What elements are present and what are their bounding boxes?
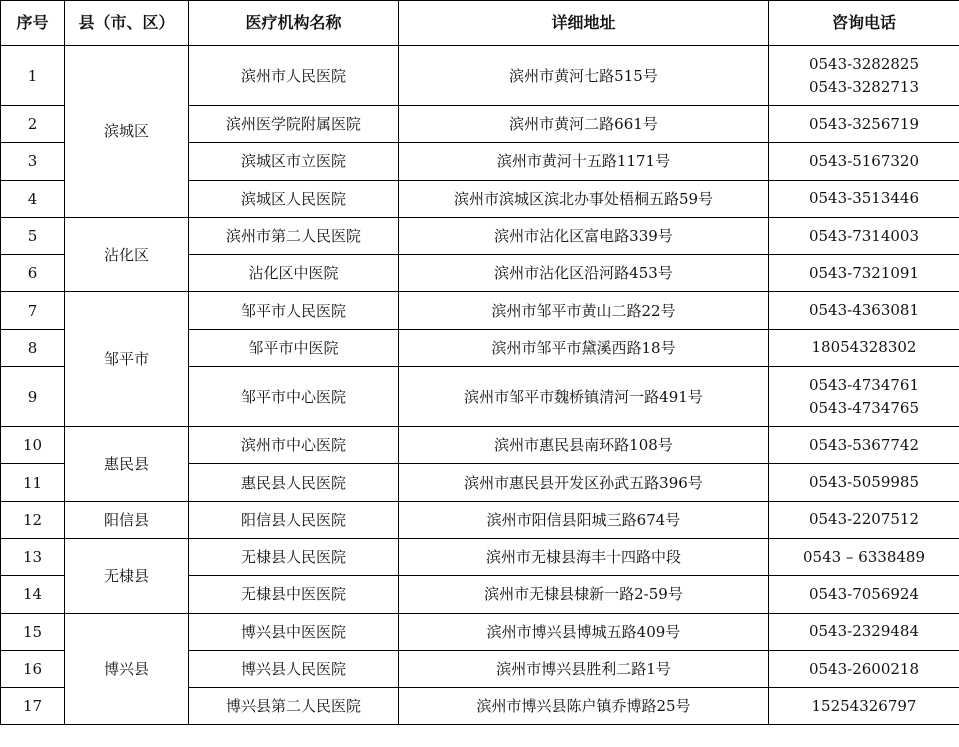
phone-cell: [769, 576, 959, 613]
hospital-name: 惠民县人民医院: [189, 464, 399, 501]
hospital-name: 无棣县人民医院: [189, 538, 399, 575]
table-row: [1, 501, 959, 538]
phone-number: 0543-3513446: [808, 189, 920, 208]
hospital-name: 邹平市人民医院: [189, 292, 399, 329]
hospital-address: 滨州市滨城区滨北办事处梧桐五路59号: [399, 180, 769, 217]
phone-cell: [769, 538, 959, 575]
header-name: 医疗机构名称: [189, 1, 399, 46]
hospital-address: 滨州市沾化区富电路339号: [399, 217, 769, 254]
phone-number: 0543-2207512: [808, 510, 920, 529]
district-cell: 博兴县: [65, 613, 189, 725]
table-row: [1, 538, 959, 575]
row-number: 15: [1, 613, 65, 650]
phone-number: 0543-5059985: [808, 473, 920, 492]
header-no: 序号: [1, 1, 65, 46]
hospital-address: 滨州市博兴县陈户镇乔博路25号: [399, 688, 769, 725]
phone-cell: [769, 292, 959, 329]
hospital-name: 邹平市中医院: [189, 329, 399, 366]
row-number: 14: [1, 576, 65, 613]
phone-number: 0543-7314003: [808, 226, 920, 245]
header-phone: 咨询电话: [769, 1, 959, 46]
phone-cell: [769, 106, 959, 143]
table-row: [1, 292, 959, 329]
phone-number: 0543-3282825: [808, 54, 920, 73]
phone-number: 0543-2329484: [808, 622, 920, 641]
row-number: 4: [1, 180, 65, 217]
phone-cell: [769, 613, 959, 650]
phone-cell: [769, 367, 959, 427]
hospital-name: 博兴县中医医院: [189, 613, 399, 650]
table-row: [1, 46, 959, 106]
hospital-address: 滨州市黄河七路515号: [399, 46, 769, 106]
hospital-name: 沾化区中医院: [189, 255, 399, 292]
hospital-address: 滨州市惠民县南环路108号: [399, 427, 769, 464]
hospital-address: 滨州市邹平市黛溪西路18号: [399, 329, 769, 366]
header-address: 详细地址: [399, 1, 769, 46]
phone-number: 0543-7321091: [808, 263, 920, 282]
row-number: 13: [1, 538, 65, 575]
hospital-address: 滨州市惠民县开发区孙武五路396号: [399, 464, 769, 501]
hospital-name: 滨城区人民医院: [189, 180, 399, 217]
hospital-name: 博兴县第二人民医院: [189, 688, 399, 725]
row-number: 7: [1, 292, 65, 329]
district-cell: 沾化区: [65, 217, 189, 292]
district-cell: 惠民县: [65, 427, 189, 502]
table-header: [1, 1, 959, 46]
phone-number: 18054328302: [811, 338, 917, 357]
phone-cell: [769, 501, 959, 538]
district-cell: 邹平市: [65, 292, 189, 427]
hospital-address: 滨州市无棣县棣新一路2-59号: [399, 576, 769, 613]
row-number: 10: [1, 427, 65, 464]
row-number: 3: [1, 143, 65, 180]
phone-cell: [769, 217, 959, 254]
row-number: 16: [1, 650, 65, 687]
table-row: [1, 217, 959, 254]
hospital-address: 滨州市黄河二路661号: [399, 106, 769, 143]
phone-number: 0543-4734765: [808, 398, 920, 417]
phone-number: 0543-5367742: [808, 435, 920, 454]
phone-cell: [769, 180, 959, 217]
phone-cell: [769, 329, 959, 366]
phone-number: 0543-3256719: [808, 114, 920, 133]
hospital-name: 滨城区市立医院: [189, 143, 399, 180]
row-number: 5: [1, 217, 65, 254]
table-row: [1, 613, 959, 650]
hospital-address: 滨州市沾化区沿河路453号: [399, 255, 769, 292]
row-number: 2: [1, 106, 65, 143]
hospital-name: 滨州市第二人民医院: [189, 217, 399, 254]
row-number: 11: [1, 464, 65, 501]
phone-cell: [769, 464, 959, 501]
phone-number: 0543-5167320: [808, 151, 920, 170]
hospital-address: 滨州市阳信县阳城三路674号: [399, 501, 769, 538]
phone-number: 0543-2600218: [808, 659, 920, 678]
phone-number: 0543-4363081: [808, 301, 920, 320]
table-body: [1, 46, 959, 725]
row-number: 9: [1, 367, 65, 427]
hospital-address: 滨州市博兴县胜利二路1号: [399, 650, 769, 687]
row-number: 17: [1, 688, 65, 725]
header-row: [1, 1, 959, 46]
hospital-name: 阳信县人民医院: [189, 501, 399, 538]
row-number: 8: [1, 329, 65, 366]
hospital-name: 无棣县中医医院: [189, 576, 399, 613]
hospital-address: 滨州市邹平市魏桥镇清河一路491号: [399, 367, 769, 427]
phone-cell: [769, 143, 959, 180]
phone-number: 0543-3282713: [808, 77, 920, 96]
table-row: [1, 427, 959, 464]
hospital-address: 滨州市无棣县海丰十四路中段: [399, 538, 769, 575]
district-cell: 阳信县: [65, 501, 189, 538]
hospital-name: 滨州医学院附属医院: [189, 106, 399, 143]
phone-cell: [769, 427, 959, 464]
phone-cell: [769, 46, 959, 106]
hospital-address: 滨州市黄河十五路1171号: [399, 143, 769, 180]
phone-number: 0543-7056924: [808, 584, 920, 603]
phone-cell: [769, 255, 959, 292]
hospital-name: 滨州市中心医院: [189, 427, 399, 464]
row-number: 12: [1, 501, 65, 538]
phone-cell: [769, 650, 959, 687]
header-district: 县（市、区）: [65, 1, 189, 46]
hospital-address: 滨州市博兴县博城五路409号: [399, 613, 769, 650]
hospital-name: 邹平市中心医院: [189, 367, 399, 427]
row-number: 1: [1, 46, 65, 106]
district-cell: 无棣县: [65, 538, 189, 613]
phone-cell: [769, 688, 959, 725]
hospital-address: 滨州市邹平市黄山二路22号: [399, 292, 769, 329]
hospital-name: 博兴县人民医院: [189, 650, 399, 687]
phone-number: 15254326797: [811, 696, 917, 715]
row-number: 6: [1, 255, 65, 292]
phone-number: 0543-4734761: [808, 375, 920, 394]
district-cell: 滨城区: [65, 46, 189, 218]
phone-number: 0543 – 6338489: [802, 547, 925, 566]
hospital-name: 滨州市人民医院: [189, 46, 399, 106]
